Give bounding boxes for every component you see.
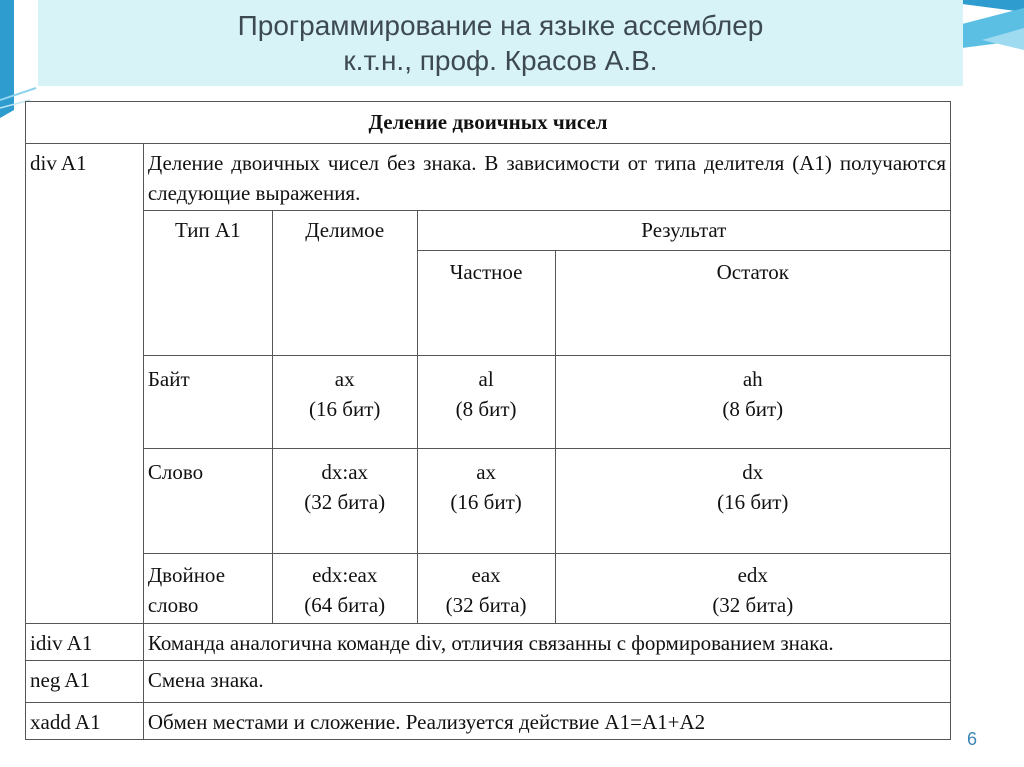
type-cell: Слово	[143, 449, 272, 554]
type-line-2: слово	[147, 593, 199, 617]
quotient-size: (8 бит)	[455, 397, 517, 421]
quotient-size: (16 бит)	[450, 490, 522, 514]
div-command: div A1	[26, 144, 144, 624]
table-title: Деление двоичных чисел	[26, 102, 951, 144]
right-decoration	[962, 0, 1024, 60]
header-dividend: Делимое	[272, 211, 417, 356]
quotient-reg: al	[478, 367, 494, 391]
dividend-size: (32 бита)	[304, 490, 386, 514]
neg-command: neg A1	[26, 661, 144, 703]
idiv-description: Команда аналогична команде div, отличия связанны с формированием знака.	[143, 624, 950, 661]
slide-author: к.т.н., проф. Красов А.В.	[343, 45, 658, 76]
dividend-reg: dx:ax	[321, 460, 369, 484]
header-result: Результат	[417, 211, 950, 251]
remainder-size: (8 бит)	[722, 397, 784, 421]
table-title-row	[26, 102, 951, 144]
dividend-cell	[272, 356, 417, 449]
remainder-size: (32 бита)	[712, 593, 794, 617]
quotient-cell	[417, 554, 555, 624]
quotient-size: (32 бита)	[445, 593, 527, 617]
dividend-size: (16 бит)	[309, 397, 381, 421]
neg-row	[26, 661, 951, 703]
neg-description: Смена знака.	[143, 661, 950, 703]
header-remainder: Остаток	[555, 251, 950, 356]
dividend-size: (64 бита)	[304, 593, 386, 617]
remainder-reg: dx	[742, 460, 764, 484]
div-desc-row	[26, 144, 951, 211]
remainder-cell	[555, 449, 950, 554]
div-subheader-row	[26, 211, 951, 251]
xadd-row	[26, 703, 951, 740]
header-quotient: Частное	[417, 251, 555, 356]
idiv-command: idiv A1	[26, 624, 144, 661]
type-cell	[143, 554, 272, 624]
type-cell: Байт	[143, 356, 272, 449]
table-row	[26, 449, 951, 554]
dividend-cell	[272, 449, 417, 554]
remainder-reg: ah	[742, 367, 763, 391]
table-row	[26, 356, 951, 449]
slide-header	[38, 0, 963, 86]
dividend-reg: edx:eax	[312, 563, 378, 587]
remainder-cell	[555, 356, 950, 449]
dividend-cell	[272, 554, 417, 624]
quotient-reg: eax	[471, 563, 501, 587]
remainder-cell	[555, 554, 950, 624]
table-row	[26, 554, 951, 624]
remainder-reg: edx	[737, 563, 768, 587]
xadd-command: xadd A1	[26, 703, 144, 740]
remainder-size: (16 бит)	[717, 490, 789, 514]
type-line-1: Двойное	[147, 563, 226, 587]
div-description: Деление двоичных чисел без знака. В зависимости от типа делителя (A1) получаются следующие выражения.	[143, 144, 950, 211]
page-number: 6	[966, 729, 977, 749]
instruction-table	[25, 101, 951, 740]
quotient-cell	[417, 449, 555, 554]
dividend-reg: ax	[334, 367, 355, 391]
idiv-row	[26, 624, 951, 661]
quotient-cell	[417, 356, 555, 449]
slide-title: Программирование на языке ассемблер	[237, 10, 764, 41]
quotient-reg: ax	[476, 460, 497, 484]
header-type: Тип A1	[143, 211, 272, 356]
xadd-description: Обмен местами и сложение. Реализуется действие A1=A1+A2	[143, 703, 950, 740]
